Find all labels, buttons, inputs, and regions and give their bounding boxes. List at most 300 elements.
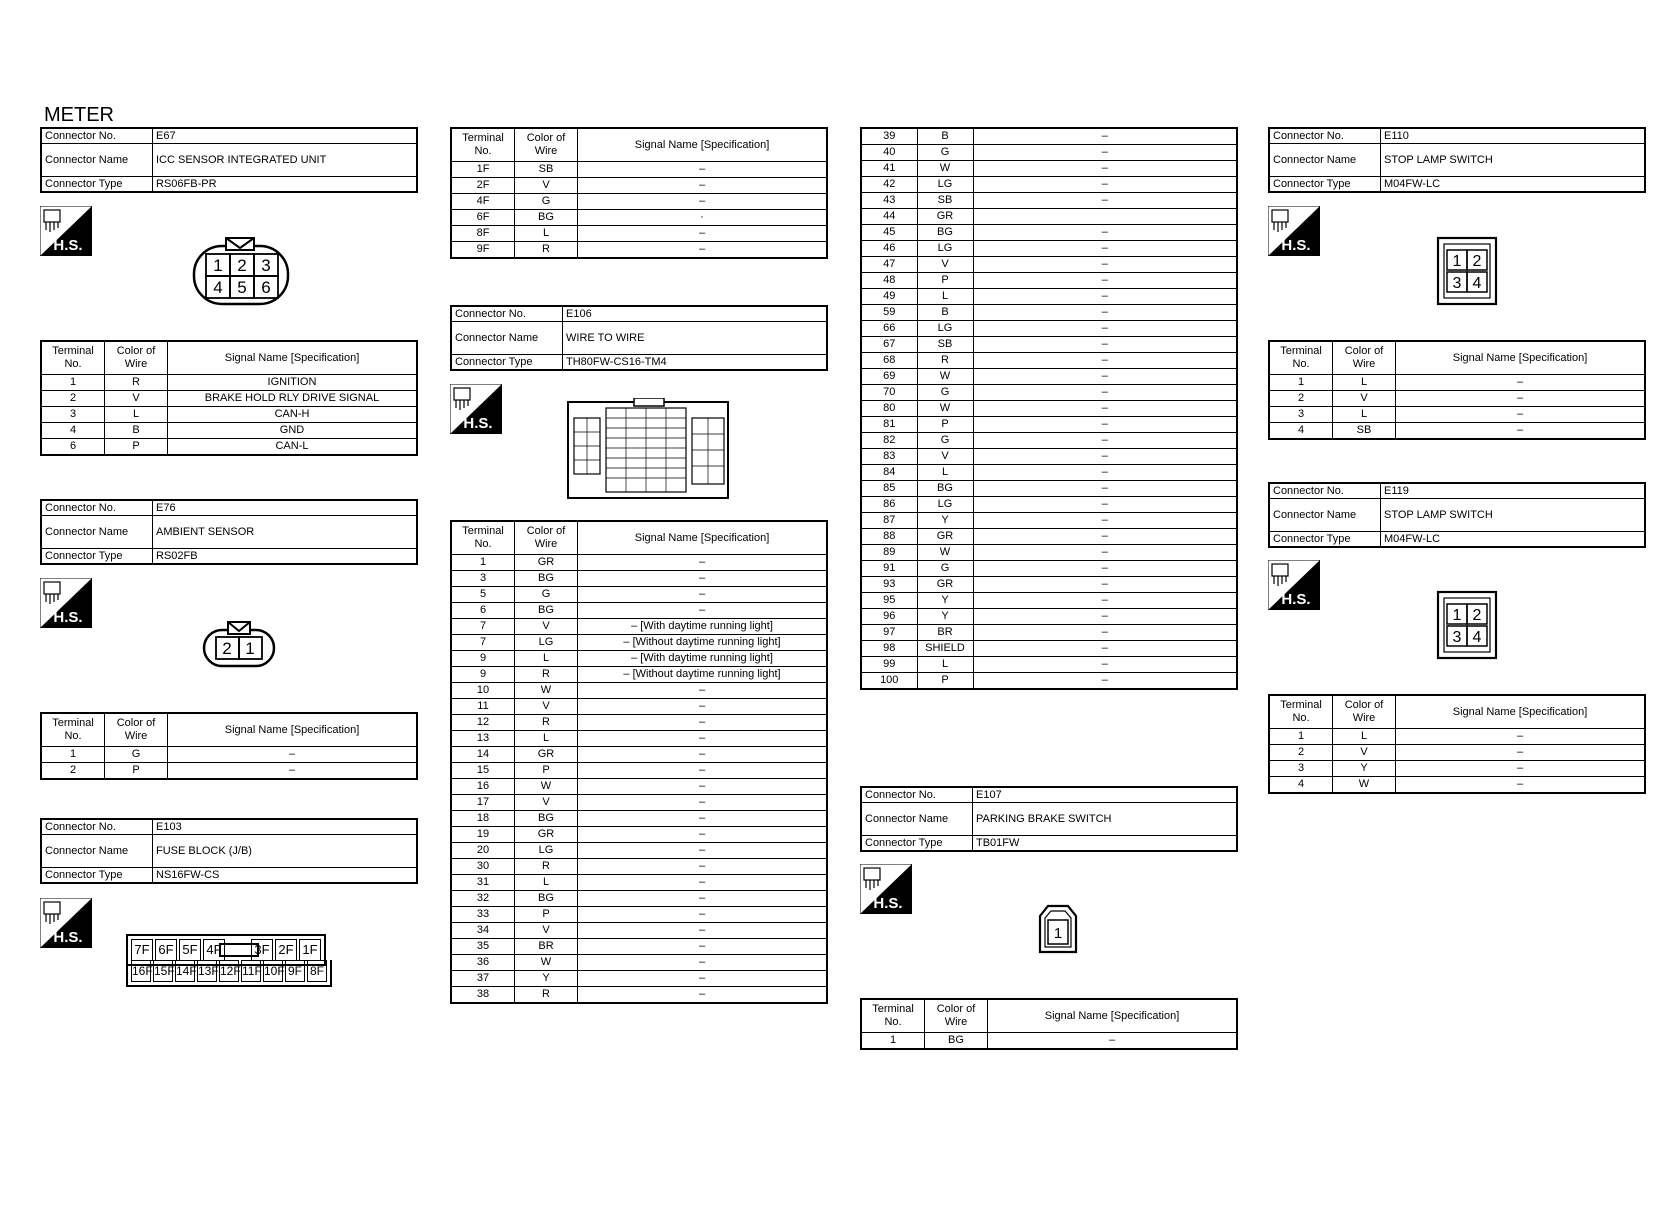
terminal-cell: 68 <box>861 353 917 369</box>
signal-cell: – <box>578 843 828 859</box>
color-cell: P <box>917 273 973 289</box>
pin-label: 2 <box>222 639 232 658</box>
connector-info-e110 <box>1268 127 1646 193</box>
table-header-row <box>451 521 827 555</box>
terminal-cell: 99 <box>861 657 917 673</box>
label-connector-name: Connector Name <box>1269 499 1381 532</box>
color-cell: V <box>515 923 578 939</box>
color-cell: SB <box>1333 423 1396 440</box>
column-header-color: Color of Wire <box>1333 341 1396 375</box>
signal-cell: – <box>578 923 828 939</box>
table-row <box>861 561 1237 577</box>
connector-no: E119 <box>1381 483 1646 499</box>
terminal-cell: 35 <box>451 939 515 955</box>
terminal-cell: 87 <box>861 513 917 529</box>
connector-type: NS16FW-CS <box>153 868 418 884</box>
terminal-cell: 9F <box>451 242 515 259</box>
terminal-cell: 49 <box>861 289 917 305</box>
signal-cell: – <box>973 433 1237 449</box>
label-connector-type: Connector Type <box>1269 177 1381 193</box>
signal-cell <box>973 209 1237 225</box>
pin-label: 2 <box>237 256 247 275</box>
column-header-color: Color of Wire <box>105 341 168 375</box>
terminal-cell: 44 <box>861 209 917 225</box>
terminal-cell: 1 <box>451 555 515 571</box>
color-cell: R <box>917 353 973 369</box>
connector-type: M04FW-LC <box>1381 177 1646 193</box>
signal-cell: – <box>973 305 1237 321</box>
terminal-cell: 9 <box>451 667 515 683</box>
terminal-cell: 41 <box>861 161 917 177</box>
table-row <box>451 987 827 1004</box>
color-cell: W <box>515 955 578 971</box>
table-row <box>451 699 827 715</box>
color-cell: GR <box>515 827 578 843</box>
signal-cell: – <box>578 587 828 603</box>
table-row <box>861 321 1237 337</box>
table-row <box>861 481 1237 497</box>
color-cell: L <box>515 731 578 747</box>
terminal-cell: 11 <box>451 699 515 715</box>
connector-info-e119 <box>1268 482 1646 548</box>
pin-label: 1 <box>1452 253 1462 270</box>
terminal-cell: 20 <box>451 843 515 859</box>
terminal-cell: 36 <box>451 955 515 971</box>
table-row <box>41 407 417 423</box>
color-cell: G <box>515 587 578 603</box>
color-cell: BG <box>515 891 578 907</box>
color-cell: P <box>105 439 168 456</box>
terminal-table-e76 <box>40 712 418 780</box>
table-row <box>861 241 1237 257</box>
connector-diagram-e76 <box>202 620 278 670</box>
connector-no: E107 <box>973 787 1238 803</box>
label-connector-name: Connector Name <box>41 516 153 549</box>
terminal-cell: 47 <box>861 257 917 273</box>
table-row <box>861 273 1237 289</box>
table-row <box>451 875 827 891</box>
column-header-terminal: Terminal No. <box>1269 341 1333 375</box>
pin-label: 8F <box>307 960 327 982</box>
table-row <box>1269 729 1645 745</box>
signal-cell: – <box>1396 407 1646 423</box>
hs-icon <box>860 864 912 914</box>
pin-label: 15F <box>153 960 173 982</box>
color-cell: P <box>515 763 578 779</box>
table-row <box>861 593 1237 609</box>
signal-cell: – <box>578 859 828 875</box>
color-cell: LG <box>515 635 578 651</box>
signal-cell: – <box>973 177 1237 193</box>
column-header-terminal: Terminal No. <box>41 341 105 375</box>
terminal-cell: 82 <box>861 433 917 449</box>
pin-label: 1 <box>1053 925 1063 942</box>
color-cell: BG <box>917 225 973 241</box>
table-header-row <box>1269 695 1645 729</box>
signal-cell: – <box>973 401 1237 417</box>
table-row <box>451 795 827 811</box>
table-row <box>861 577 1237 593</box>
signal-cell: – <box>973 625 1237 641</box>
color-cell: L <box>917 657 973 673</box>
table-header-row <box>41 713 417 747</box>
table-row <box>861 433 1237 449</box>
hs-label: H.S. <box>1281 237 1311 254</box>
color-cell: GR <box>515 555 578 571</box>
terminal-cell: 3 <box>451 571 515 587</box>
signal-cell: – <box>973 193 1237 209</box>
connector-no: E67 <box>153 128 418 144</box>
table-row <box>451 779 827 795</box>
table-row <box>451 891 827 907</box>
signal-cell: – <box>973 497 1237 513</box>
signal-cell: – <box>973 609 1237 625</box>
terminal-cell: 88 <box>861 529 917 545</box>
color-cell: V <box>515 699 578 715</box>
table-row <box>451 162 827 178</box>
label-connector-no: Connector No. <box>1269 483 1381 499</box>
signal-cell: – <box>1396 375 1646 391</box>
table-row <box>451 555 827 571</box>
color-cell: SB <box>917 193 973 209</box>
signal-cell: – <box>973 465 1237 481</box>
signal-cell: – <box>578 763 828 779</box>
color-cell: L <box>917 289 973 305</box>
signal-cell: – <box>578 699 828 715</box>
pin-label: 4 <box>1472 275 1482 292</box>
terminal-cell: 13 <box>451 731 515 747</box>
table-row <box>861 128 1237 145</box>
signal-cell: – <box>973 513 1237 529</box>
pin-label: 2 <box>1472 607 1482 624</box>
column-header-signal: Signal Name [Specification] <box>168 713 418 747</box>
label-connector-no: Connector No. <box>451 306 563 322</box>
table-header-row <box>861 999 1237 1033</box>
terminal-cell: 31 <box>451 875 515 891</box>
table-row <box>861 625 1237 641</box>
terminal-cell: 84 <box>861 465 917 481</box>
terminal-cell: 10 <box>451 683 515 699</box>
pin-label: 5 <box>237 278 247 297</box>
terminal-cell: 2 <box>41 763 105 780</box>
signal-cell: CAN-L <box>168 439 418 456</box>
color-cell: BR <box>917 625 973 641</box>
signal-cell: – [Without daytime running light] <box>578 635 828 651</box>
color-cell: R <box>515 859 578 875</box>
terminal-table-e106-continued <box>860 127 1238 690</box>
terminal-cell: 42 <box>861 177 917 193</box>
signal-cell: – <box>578 955 828 971</box>
pin-label: 6 <box>261 278 271 297</box>
terminal-cell: 39 <box>861 128 917 145</box>
label-connector-type: Connector Type <box>1269 532 1381 548</box>
color-cell: V <box>917 449 973 465</box>
column-header-color: Color of Wire <box>515 128 578 162</box>
signal-cell: – [With daytime running light] <box>578 651 828 667</box>
terminal-cell: 15 <box>451 763 515 779</box>
hs-icon <box>40 578 92 628</box>
pin-label: 1 <box>1452 607 1462 624</box>
pin-label: 7F <box>131 939 153 961</box>
terminal-cell: 7 <box>451 635 515 651</box>
table-row <box>1269 391 1645 407</box>
color-cell: R <box>515 242 578 259</box>
hs-label: H.S. <box>873 895 903 912</box>
column-header-terminal: Terminal No. <box>451 521 515 555</box>
table-row <box>861 353 1237 369</box>
label-connector-type: Connector Type <box>41 549 153 565</box>
color-cell: GR <box>917 209 973 225</box>
pin-label: 4 <box>213 278 223 297</box>
signal-cell: – <box>578 907 828 923</box>
terminal-cell: 85 <box>861 481 917 497</box>
color-cell: V <box>917 257 973 273</box>
terminal-cell: 1 <box>861 1033 925 1050</box>
terminal-cell: 1F <box>451 162 515 178</box>
table-row <box>451 971 827 987</box>
column-header-signal: Signal Name [Specification] <box>1396 695 1646 729</box>
terminal-cell: 3 <box>1269 407 1333 423</box>
color-cell: BG <box>515 210 578 226</box>
table-row <box>451 635 827 651</box>
color-cell: L <box>105 407 168 423</box>
signal-cell: – <box>973 449 1237 465</box>
color-cell: W <box>917 401 973 417</box>
color-cell: P <box>105 763 168 780</box>
table-row <box>451 178 827 194</box>
terminal-cell: 93 <box>861 577 917 593</box>
table-row <box>861 193 1237 209</box>
color-cell: LG <box>917 321 973 337</box>
table-header-row <box>451 128 827 162</box>
terminal-cell: 80 <box>861 401 917 417</box>
pin-label: 3 <box>1452 629 1462 646</box>
terminal-cell: 4 <box>41 423 105 439</box>
color-cell: Y <box>917 609 973 625</box>
color-cell: L <box>1333 729 1396 745</box>
column-header-terminal: Terminal No. <box>1269 695 1333 729</box>
pin-label: 1 <box>245 639 255 658</box>
table-row <box>451 651 827 667</box>
connector-no: E106 <box>563 306 828 322</box>
table-row <box>861 465 1237 481</box>
signal-cell: – <box>973 641 1237 657</box>
connector-diagram-e119 <box>1436 590 1500 662</box>
connector-no: E76 <box>153 500 418 516</box>
color-cell: BG <box>925 1033 988 1050</box>
color-cell: L <box>515 226 578 242</box>
table-row <box>41 439 417 456</box>
label-connector-name: Connector Name <box>451 322 563 355</box>
table-row <box>1269 375 1645 391</box>
color-cell: BG <box>917 481 973 497</box>
pin-label: 12F <box>219 960 239 982</box>
signal-cell: – <box>578 891 828 907</box>
terminal-cell: 2 <box>1269 391 1333 407</box>
table-row <box>1269 777 1645 794</box>
table-row <box>451 955 827 971</box>
signal-cell: – <box>973 577 1237 593</box>
connector-info-e106 <box>450 305 828 371</box>
terminal-cell: 37 <box>451 971 515 987</box>
pin-label: 3 <box>1452 275 1462 292</box>
table-row <box>861 1033 1237 1050</box>
terminal-table-e106 <box>450 520 828 1004</box>
color-cell: G <box>105 747 168 763</box>
table-row <box>861 641 1237 657</box>
signal-cell: – <box>973 241 1237 257</box>
connector-type: TH80FW-CS16-TM4 <box>563 355 828 371</box>
column-header-signal: Signal Name [Specification] <box>578 128 828 162</box>
signal-cell: – <box>168 763 418 780</box>
color-cell: V <box>515 178 578 194</box>
signal-cell: – <box>973 257 1237 273</box>
table-row <box>451 242 827 259</box>
terminal-cell: 81 <box>861 417 917 433</box>
color-cell: L <box>1333 407 1396 423</box>
pin-blank <box>227 939 249 959</box>
terminal-cell: 1 <box>1269 375 1333 391</box>
signal-cell: – <box>578 683 828 699</box>
terminal-cell: 19 <box>451 827 515 843</box>
color-cell: W <box>917 161 973 177</box>
terminal-cell: 4 <box>1269 777 1333 794</box>
signal-cell: – <box>578 811 828 827</box>
terminal-cell: 59 <box>861 305 917 321</box>
table-row <box>451 907 827 923</box>
signal-cell: – <box>578 226 828 242</box>
table-row <box>451 843 827 859</box>
label-connector-name: Connector Name <box>41 144 153 177</box>
connector-info-e107 <box>860 786 1238 852</box>
table-row <box>451 603 827 619</box>
hs-icon <box>40 898 92 948</box>
terminal-cell: 8F <box>451 226 515 242</box>
table-row <box>1269 423 1645 440</box>
terminal-table-e103 <box>450 127 828 259</box>
terminal-cell: 95 <box>861 593 917 609</box>
column-header-color: Color of Wire <box>1333 695 1396 729</box>
signal-cell: – <box>988 1033 1238 1050</box>
signal-cell: – <box>578 571 828 587</box>
color-cell: P <box>917 673 973 690</box>
connector-type: M04FW-LC <box>1381 532 1646 548</box>
table-row <box>451 827 827 843</box>
connector-info-e67 <box>40 127 418 193</box>
table-row <box>41 391 417 407</box>
color-cell: W <box>515 683 578 699</box>
signal-cell: – <box>578 939 828 955</box>
terminal-cell: 30 <box>451 859 515 875</box>
pin-label: 6F <box>155 939 177 961</box>
table-row <box>861 225 1237 241</box>
color-cell: GR <box>917 529 973 545</box>
color-cell: L <box>1333 375 1396 391</box>
color-cell: R <box>105 375 168 391</box>
signal-cell: – <box>973 225 1237 241</box>
terminal-cell: 96 <box>861 609 917 625</box>
signal-cell: GND <box>168 423 418 439</box>
color-cell: V <box>1333 745 1396 761</box>
connector-no: E103 <box>153 819 418 835</box>
color-cell: G <box>515 194 578 210</box>
terminal-cell: 2 <box>1269 745 1333 761</box>
signal-cell: – <box>973 593 1237 609</box>
terminal-cell: 7 <box>451 619 515 635</box>
signal-cell: – <box>973 353 1237 369</box>
connector-diagram-e107 <box>1038 904 1078 954</box>
terminal-cell: 40 <box>861 145 917 161</box>
terminal-cell: 69 <box>861 369 917 385</box>
color-cell: GR <box>515 747 578 763</box>
color-cell: B <box>917 128 973 145</box>
table-row <box>861 161 1237 177</box>
pin-label: 4F <box>203 939 225 961</box>
color-cell: V <box>105 391 168 407</box>
signal-cell: – <box>578 162 828 178</box>
table-row <box>451 571 827 587</box>
terminal-cell: 46 <box>861 241 917 257</box>
terminal-cell: 6 <box>451 603 515 619</box>
signal-cell: – <box>973 657 1237 673</box>
color-cell: W <box>1333 777 1396 794</box>
connector-diagram-e103-bottom <box>126 960 332 987</box>
color-cell: B <box>917 305 973 321</box>
color-cell: BG <box>515 571 578 587</box>
label-connector-type: Connector Type <box>41 868 153 884</box>
hs-label: H.S. <box>53 237 83 254</box>
hs-label: H.S. <box>1281 591 1311 608</box>
terminal-cell: 1 <box>1269 729 1333 745</box>
color-cell: SB <box>917 337 973 353</box>
table-row <box>41 747 417 763</box>
signal-cell: – <box>578 747 828 763</box>
signal-cell: – <box>1396 423 1646 440</box>
table-row <box>1269 761 1645 777</box>
table-row <box>861 513 1237 529</box>
connector-diagram-e67 <box>192 236 292 308</box>
table-row <box>451 226 827 242</box>
terminal-cell: 66 <box>861 321 917 337</box>
terminal-cell: 45 <box>861 225 917 241</box>
terminal-cell: 83 <box>861 449 917 465</box>
table-row <box>41 763 417 780</box>
terminal-cell: 48 <box>861 273 917 289</box>
connector-name: STOP LAMP SWITCH <box>1381 144 1646 177</box>
table-row <box>451 763 827 779</box>
table-row <box>861 545 1237 561</box>
column-header-color: Color of Wire <box>925 999 988 1033</box>
table-row <box>861 657 1237 673</box>
pin-label: 1 <box>213 256 223 275</box>
pin-label: 14F <box>175 960 195 982</box>
pin-label: 16F <box>131 960 151 982</box>
terminal-cell: 6 <box>41 439 105 456</box>
color-cell: L <box>917 465 973 481</box>
table-row <box>861 177 1237 193</box>
table-row <box>861 673 1237 690</box>
connector-type: RS02FB <box>153 549 418 565</box>
terminal-cell: 34 <box>451 923 515 939</box>
color-cell: R <box>515 667 578 683</box>
label-connector-no: Connector No. <box>41 500 153 516</box>
table-row <box>861 385 1237 401</box>
label-connector-type: Connector Type <box>41 177 153 193</box>
table-row <box>451 923 827 939</box>
color-cell: LG <box>515 843 578 859</box>
color-cell: R <box>515 715 578 731</box>
terminal-cell: 17 <box>451 795 515 811</box>
